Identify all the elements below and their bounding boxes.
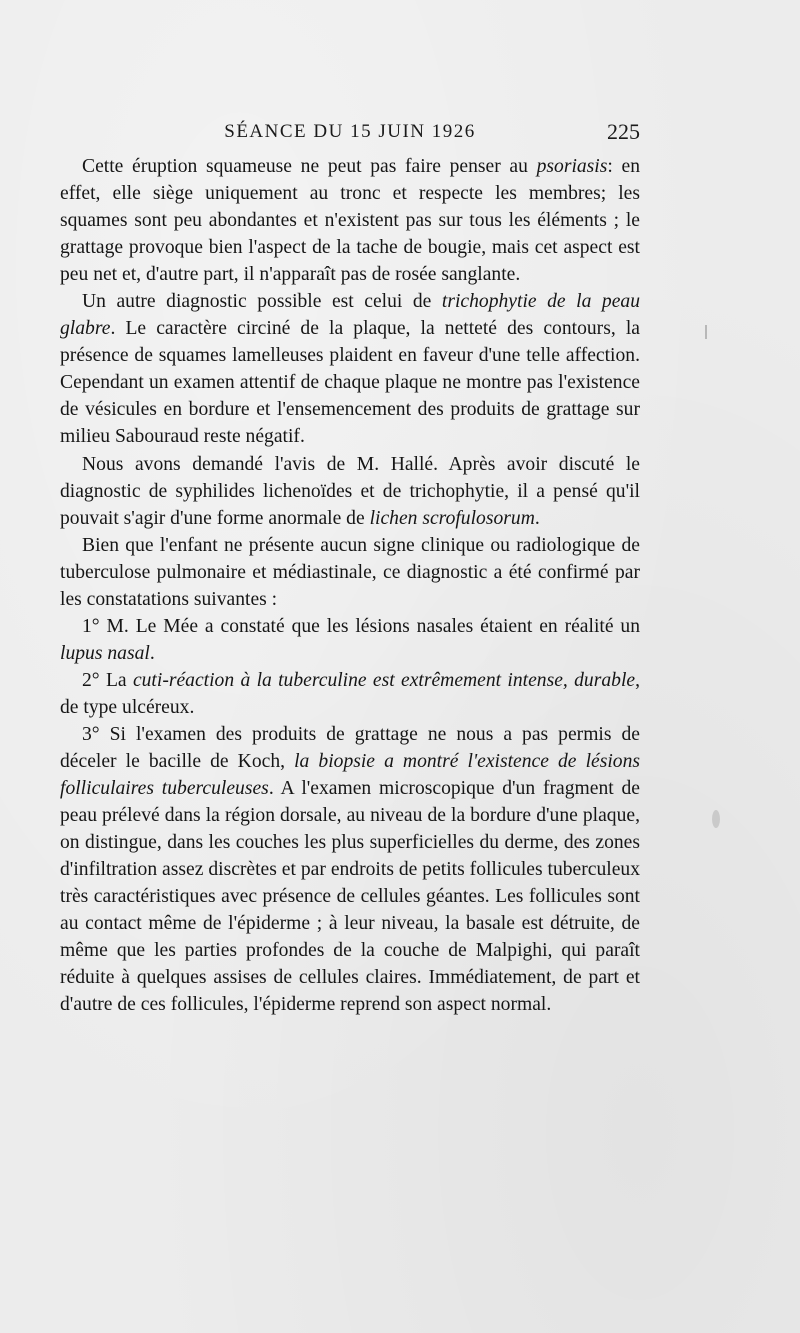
paragraph-text: . Le caractère circiné de la plaque, la netteté des contours, la présence de squames lamelleuses plaident en faveur d'une telle affection. Cependant un examen attentif de chaque plaque ne montre pas l'existence de vésicules en bordure et l'ensemencement des produits de grattage sur milieu Sabouraud reste négatif. (60, 318, 640, 448)
italic-term: trichophytie de la peau glabre (60, 291, 640, 340)
paragraph-item-3 (60, 721, 640, 1019)
paragraph-text: 2° La (82, 669, 133, 691)
paragraph-psoriasis (60, 153, 640, 288)
italic-term: lupus nasal (60, 642, 150, 664)
italic-term: cuti-réaction à la tuberculine est extrêmement intense, durable (132, 669, 636, 691)
paper-smudge (712, 810, 720, 828)
paragraph-text: 3° Si l'examen des produits de grattage ne nous a pas permis de déceler le bacille de Koch, (60, 723, 640, 773)
paragraph-text: Un autre diagnostic possible est celui de (82, 291, 442, 313)
paragraph-halle (60, 451, 640, 532)
paragraph-item-2 (60, 667, 640, 721)
paragraph-text: 1° M. Le Mée a constaté que les lésions nasales étaient en réalité un (82, 615, 640, 637)
paragraph-diagnostic (60, 532, 640, 613)
page-number: 225 (607, 119, 640, 144)
paragraph-text: : en effet, elle siège uniquement au tronc et respecte les membres; les squames sont peu abondantes et n'existent pas sur tous les éléments ; le grattage provoque bien l'aspect de la tache de bougie, mais cet aspect est peu net et, d'autre part, il n'apparaît pas de rosée sanglante. (60, 156, 640, 286)
paragraph-text: . (534, 507, 540, 529)
margin-mark (705, 325, 707, 339)
running-title: SÉANCE DU 15 JUIN 1926 (224, 121, 476, 142)
paragraph-text: Cette éruption squameuse ne peut pas faire penser au (82, 156, 537, 177)
running-head (60, 121, 640, 151)
paragraph-text: Bien que l'enfant ne présente aucun signe clinique ou radiologique de tuberculose pulmonaire et médiastinale, ce diagnostic a été confirmé par les constatations suivantes : (60, 534, 640, 610)
paragraph-item-1 (60, 613, 640, 667)
paragraph-text: . A l'examen microscopique d'un fragment de peau prélevé dans la région dorsale, au niveau de la bordure d'une plaque, on distingue, dans les couches les plus superficielles du derme, des zones d'infiltration assez discrètes et par endroits de petits follicules tuberculeux très caractéristiques avec présence de cellules géantes. Les follicules sont au contact même de l'épiderme ; à leur niveau, la basale est détruite, de même que les parties profondes de la couche de Malpighi, qui paraît réduite à quelques assises de cellules claires. Immédiatement, de part et d'autre de ces follicules, l'épiderme reprend son aspect normal. (60, 778, 640, 1016)
italic-term: lichen scrofulosorum (369, 507, 535, 529)
paragraph-text: , de type ulcéreux. (60, 669, 640, 718)
body-text (60, 153, 640, 1019)
italic-term: psoriasis (536, 156, 608, 177)
italic-term: la biopsie a montré l'existence de lésions folliculaires tuberculeuses (60, 751, 640, 800)
paragraph-trichophytie (60, 288, 640, 450)
paragraph-text: Nous avons demandé l'avis de M. Hallé. Après avoir discuté le diagnostic de syphilides lichenoïdes et de trichophytie, il a pensé qu'il pouvait s'agir d'une forme anormale de (60, 453, 640, 529)
paragraph-text: . (149, 642, 155, 664)
